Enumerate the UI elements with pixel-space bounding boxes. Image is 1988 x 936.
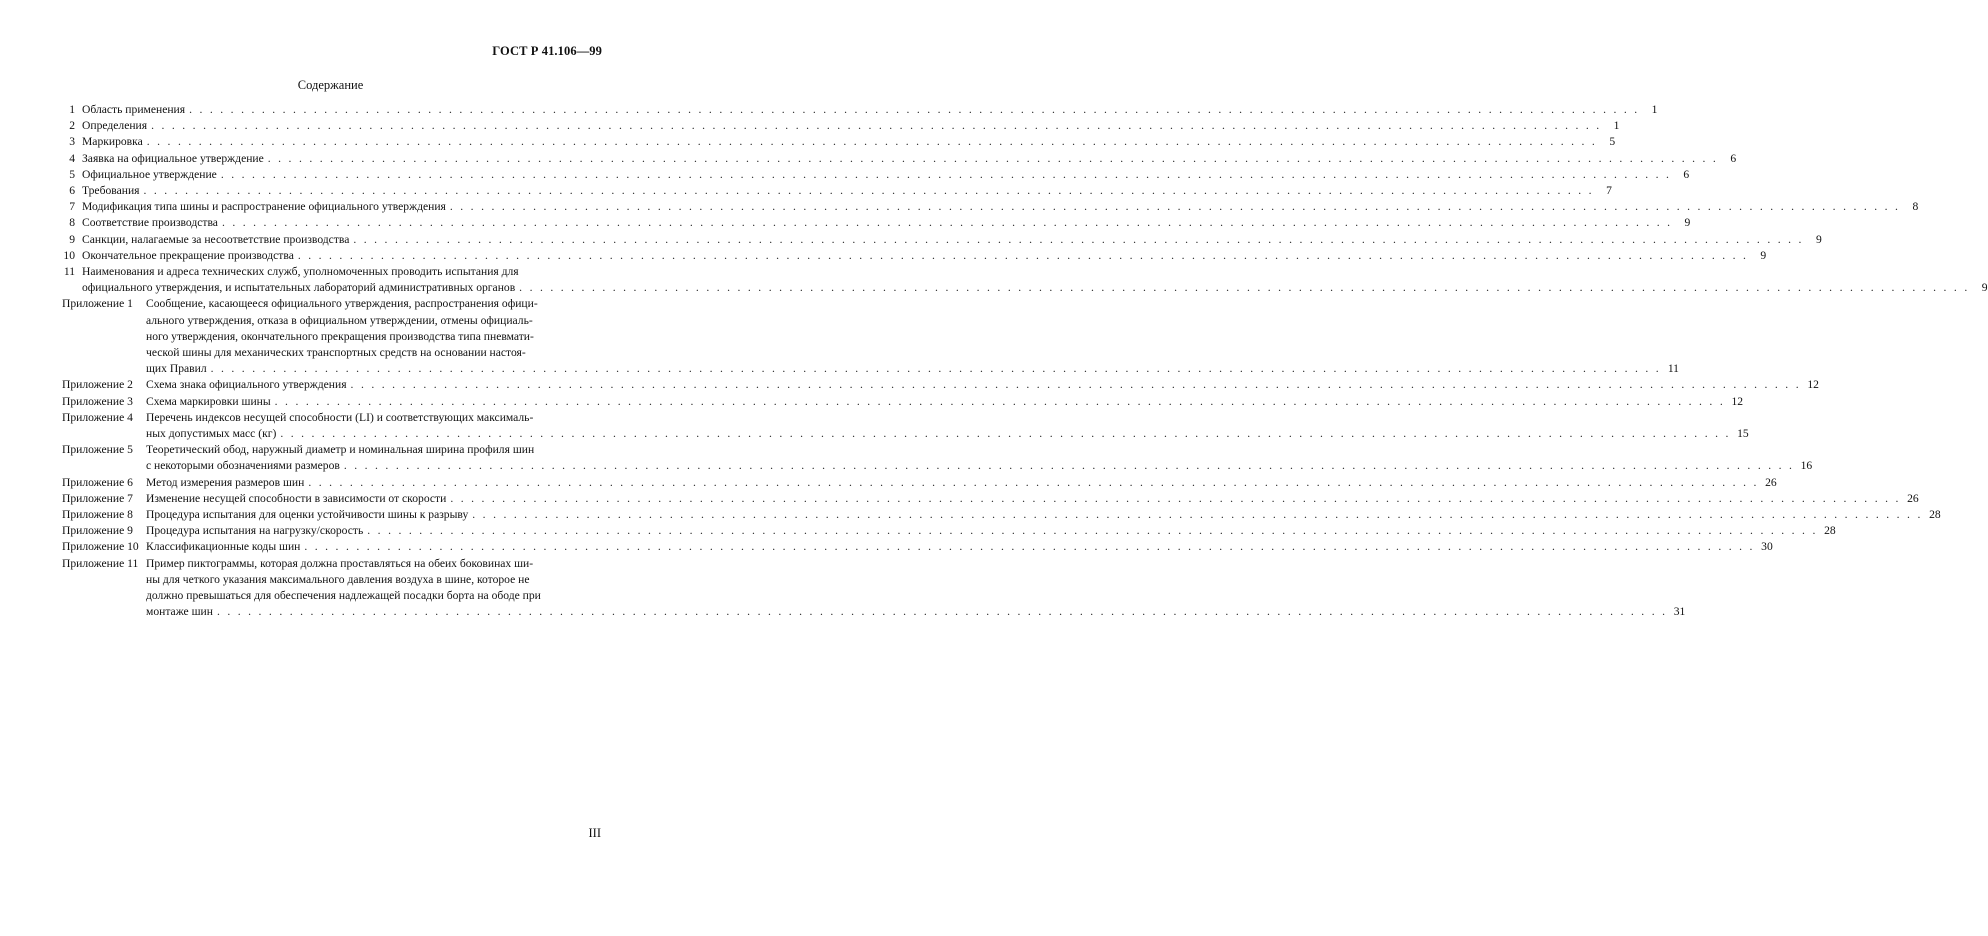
dot-leader: . . . . . . . . . . . . . . . . . . . . . . . . . . . . . . . . . . . . . . . . . . . . . . . . . . . . . . . . . . . . . . . . . . . . . . . . . . . . . . . . . . . . . . . . . . . . . . . . . . . . . . . . . . . . . . . . . . . . . . . . . . . . . . . . . . . . . . . . . . . . — [308, 475, 1759, 489]
toc-entry-number: Приложение 5 — [62, 443, 133, 457]
toc-entry-title: Классификационные коды шин — [146, 540, 301, 554]
toc-section-entry — [62, 134, 1616, 150]
toc-title: Содержание — [297, 78, 364, 92]
toc-entry-title: щих Правил — [146, 362, 207, 376]
toc-appendix-entry — [62, 410, 1749, 442]
toc-section-entry — [62, 167, 1690, 183]
toc-section-entry — [62, 151, 1737, 167]
toc-entry-title-line: Перечень индексов несущей способности (LI) и соответствующих максималь- — [146, 410, 534, 424]
toc-entry-title: Маркировка — [82, 135, 143, 149]
toc-entry-title-line: ческой шины для механических транспортных средств на основании настоя- — [146, 346, 526, 360]
toc-entry-number: 1 — [69, 103, 75, 116]
toc-appendix-entry — [62, 475, 1777, 491]
dot-leader: . . . . . . . . . . . . . . . . . . . . . . . . . . . . . . . . . . . . . . . . . . . . . . . . . . . . . . . . . . . . . . . . . . . . . . . . . . . . . . . . . . . . . . . . . . . . . . . . . . . . . . . . . . . . . . . . . . . . . . . . . . . . . . . . . . . . . . . . . . . . — [274, 394, 1726, 408]
toc-entry-title: Официальное утверждение — [82, 167, 217, 181]
dot-leader: . . . . . . . . . . . . . . . . . . . . . . . . . . . . . . . . . . . . . . . . . . . . . . . . . . . . . . . . . . . . . . . . . . . . . . . . . . . . . . . . . . . . . . . . . . . . . . . . . . . . . . . . . . . . . . . . . . . . . . . . . . . . . . . . . . . . . . . . . . . . — [143, 184, 1594, 198]
toc-entry-page: 9 — [1981, 281, 1988, 295]
toc-entry-title: с некоторыми обозначениями размеров — [146, 459, 340, 473]
toc-section-entry — [62, 183, 1612, 199]
toc-entry-page: 26 — [1765, 475, 1777, 489]
toc-entry-page: 16 — [1800, 459, 1813, 473]
dot-leader: . . . . . . . . . . . . . . . . . . . . . . . . . . . . . . . . . . . . . . . . . . . . . . . . . . . . . . . . . . . . . . . . . . . . . . . . . . . . . . . . . . . . . . . . . . . . . . . . . . . . . . . . . . . . . . . . . . . . . . . . . . . . . . . . . . . . . . . . . . . . — [449, 200, 1901, 214]
toc-section-entry — [62, 199, 1919, 215]
dot-leader: . . . . . . . . . . . . . . . . . . . . . . . . . . . . . . . . . . . . . . . . . . . . . . . . . . . . . . . . . . . . . . . . . . . . . . . . . . . . . . . . . . . . . . . . . . . . . . . . . . . . . . . . . . . . . . . . . . . . . . . . . . . . . . . . . . . . . . . . . . . . — [151, 119, 1602, 133]
dot-leader: . . . . . . . . . . . . . . . . . . . . . . . . . . . . . . . . . . . . . . . . . . . . . . . . . . . . . . . . . . . . . . . . . . . . . . . . . . . . . . . . . . . . . . . . . . . . . . . . . . . . . . . . . . . . . . . . . . . . . . . . . . . . . . . . . . . . . . . . . . . . — [304, 540, 1755, 554]
toc-entry-page: 1 — [1613, 119, 1620, 133]
toc-entry-title: монтаже шин — [146, 605, 213, 619]
toc-appendix-entry — [62, 491, 1919, 507]
toc-entry-page: 9 — [1815, 232, 1822, 246]
dot-leader: . . . . . . . . . . . . . . . . . . . . . . . . . . . . . . . . . . . . . . . . . . . . . . . . . . . . . . . . . . . . . . . . . . . . . . . . . . . . . . . . . . . . . . . . . . . . . . . . . . . . . . . . . . . . . . . . . . . . . . . . . . . . . . . . . . . . . . . . . . . . — [353, 232, 1804, 246]
page-number: III — [588, 826, 601, 840]
toc-entry-page: 1 — [1651, 103, 1658, 116]
toc-entry-number: Приложение 7 — [62, 491, 133, 505]
dot-leader: . . . . . . . . . . . . . . . . . . . . . . . . . . . . . . . . . . . . . . . . . . . . . . . . . . . . . . . . . . . . . . . . . . . . . . . . . . . . . . . . . . . . . . . . . . . . . . . . . . . . . . . . . . . . . . . . . . . . . . . . . . . . . . . . . . . . . . . . . . . . — [267, 151, 1719, 165]
dot-leader: . . . . . . . . . . . . . . . . . . . . . . . . . . . . . . . . . . . . . . . . . . . . . . . . . . . . . . . . . . . . . . . . . . . . . . . . . . . . . . . . . . . . . . . . . . . . . . . . . . . . . . . . . . . . . . . . . . . . . . . . . . . . . . . . . . . . . . . . . . . . — [367, 524, 1818, 538]
toc-entry-number: Приложение 11 — [62, 556, 139, 570]
toc-entry-page: 31 — [1673, 605, 1686, 619]
toc-appendix-entry — [62, 523, 1836, 539]
toc-appendix-entry — [62, 394, 1744, 410]
dot-leader: . . . . . . . . . . . . . . . . . . . . . . . . . . . . . . . . . . . . . . . . . . . . . . . . . . . . . . . . . . . . . . . . . . . . . . . . . . . . . . . . . . . . . . . . . . . . . . . . . . . . . . . . . . . . . . . . . . . . . . . . . . . . . . . . . . . . . . . . . . . . — [146, 135, 1598, 149]
toc-entry-title: Схема знака официального утверждения — [146, 378, 347, 392]
toc-appendix-entry — [62, 377, 1819, 393]
toc-entry-page: 30 — [1761, 540, 1773, 554]
toc-entry-page: 12 — [1731, 394, 1744, 408]
table-of-contents — [62, 102, 1988, 621]
toc-entry-number: Приложение 4 — [62, 410, 133, 424]
toc-entry-number: Приложение 8 — [62, 508, 133, 522]
toc-entry-title: Соответствие производства — [82, 216, 218, 230]
dot-leader: . . . . . . . . . . . . . . . . . . . . . . . . . . . . . . . . . . . . . . . . . . . . . . . . . . . . . . . . . . . . . . . . . . . . . . . . . . . . . . . . . . . . . . . . . . . . . . . . . . . . . . . . . . . . . . . . . . . . . . . . . . . . . . . . . . . . . . . . . . . . — [519, 281, 1970, 295]
toc-entry-title: Процедура испытания на нагрузку/скорость — [146, 524, 364, 538]
dot-leader: . . . . . . . . . . . . . . . . . . . . . . . . . . . . . . . . . . . . . . . . . . . . . . . . . . . . . . . . . . . . . . . . . . . . . . . . . . . . . . . . . . . . . . . . . . . . . . . . . . . . . . . . . . . . . . . . . . . . . . . . . . . . . . . . . . . . . . . . . . . . — [210, 362, 1661, 376]
toc-entry-title: Метод измерения размеров шин — [146, 475, 305, 489]
toc-section-entry — [62, 118, 1620, 134]
toc-entry-title: Требования — [82, 184, 140, 198]
toc-entry-title: Схема маркировки шины — [146, 394, 271, 408]
toc-entry-title: Окончательное прекращение производства — [82, 248, 294, 262]
toc-appendix-entry — [62, 539, 1773, 555]
toc-entry-title: Изменение несущей способности в зависимости от скорости — [146, 491, 447, 505]
toc-entry-title: Модификация типа шины и распространение официального утверждения — [82, 200, 446, 214]
toc-entry-number: 10 — [63, 248, 75, 262]
toc-entry-title: Процедура испытания для оценки устойчивости шины к разрыву — [146, 508, 469, 522]
toc-entry-number: 11 — [63, 265, 75, 279]
toc-entry-title-line: Наименования и адреса технических служб, уполномоченных проводить испытания для — [82, 265, 519, 279]
toc-entry-number: Приложение 1 — [62, 297, 133, 311]
dot-leader: . . . . . . . . . . . . . . . . . . . . . . . . . . . . . . . . . . . . . . . . . . . . . . . . . . . . . . . . . . . . . . . . . . . . . . . . . . . . . . . . . . . . . . . . . . . . . . . . . . . . . . . . . . . . . . . . . . . . . . . . . . . . . . . . . . . . . . . . . . . . — [350, 378, 1801, 392]
toc-entry-page: 28 — [1824, 524, 1836, 538]
toc-entry-title: Санкции, налагаемые за несоответствие производства — [82, 232, 350, 246]
toc-entry-title: Определения — [82, 119, 148, 133]
toc-entry-number: 5 — [69, 167, 75, 181]
document-code: ГОСТ Р 41.106—99 — [492, 44, 602, 58]
toc-entry-number: Приложение 6 — [62, 475, 133, 489]
toc-entry-title-line: должно превышаться для обеспечения надлежащей посадки борта на ободе при — [146, 589, 541, 603]
toc-appendix-entry — [62, 442, 1813, 474]
toc-entry-number: 4 — [69, 151, 75, 165]
toc-entry-page: 5 — [1609, 135, 1616, 149]
toc-section-entry — [62, 264, 1988, 296]
toc-entry-number: 2 — [69, 119, 75, 133]
toc-entry-number: Приложение 2 — [62, 378, 133, 392]
dot-leader: . . . . . . . . . . . . . . . . . . . . . . . . . . . . . . . . . . . . . . . . . . . . . . . . . . . . . . . . . . . . . . . . . . . . . . . . . . . . . . . . . . . . . . . . . . . . . . . . . . . . . . . . . . . . . . . . . . . . . . . . . . . . . . . . . . . . . . . . . . . . — [297, 248, 1749, 262]
toc-entry-page: 7 — [1606, 184, 1612, 198]
toc-entry-page: 6 — [1730, 151, 1737, 165]
dot-leader: . . . . . . . . . . . . . . . . . . . . . . . . . . . . . . . . . . . . . . . . . . . . . . . . . . . . . . . . . . . . . . . . . . . . . . . . . . . . . . . . . . . . . . . . . . . . . . . . . . . . . . . . . . . . . . . . . . . . . . . . . . . . . . . . . . . . . . . . . . . . — [189, 103, 1640, 116]
dot-leader: . . . . . . . . . . . . . . . . . . . . . . . . . . . . . . . . . . . . . . . . . . . . . . . . . . . . . . . . . . . . . . . . . . . . . . . . . . . . . . . . . . . . . . . . . . . . . . . . . . . . . . . . . . . . . . . . . . . . . . . . . . . . . . . . . . . . . . . . . . . . — [450, 491, 1901, 505]
toc-entry-number: Приложение 10 — [62, 540, 139, 554]
toc-entry-number: Приложение 3 — [62, 394, 133, 408]
dot-leader: . . . . . . . . . . . . . . . . . . . . . . . . . . . . . . . . . . . . . . . . . . . . . . . . . . . . . . . . . . . . . . . . . . . . . . . . . . . . . . . . . . . . . . . . . . . . . . . . . . . . . . . . . . . . . . . . . . . . . . . . . . . . . . . . . . . . . . . . . . . . — [216, 605, 1668, 619]
dot-leader: . . . . . . . . . . . . . . . . . . . . . . . . . . . . . . . . . . . . . . . . . . . . . . . . . . . . . . . . . . . . . . . . . . . . . . . . . . . . . . . . . . . . . . . . . . . . . . . . . . . . . . . . . . . . . . . . . . . . . . . . . . . . . . . . . . . . . . . . . . . . — [472, 508, 1923, 522]
dot-leader: . . . . . . . . . . . . . . . . . . . . . . . . . . . . . . . . . . . . . . . . . . . . . . . . . . . . . . . . . . . . . . . . . . . . . . . . . . . . . . . . . . . . . . . . . . . . . . . . . . . . . . . . . . . . . . . . . . . . . . . . . . . . . . . . . . . . . . . . . . . . — [220, 167, 1672, 181]
toc-entry-title-line: ного утверждения, окончательного прекращения производства типа пневмати- — [146, 329, 534, 343]
dot-leader: . . . . . . . . . . . . . . . . . . . . . . . . . . . . . . . . . . . . . . . . . . . . . . . . . . . . . . . . . . . . . . . . . . . . . . . . . . . . . . . . . . . . . . . . . . . . . . . . . . . . . . . . . . . . . . . . . . . . . . . . . . . . . . . . . . . . . . . . . . . . — [221, 216, 1673, 230]
toc-entry-number: 7 — [69, 200, 75, 214]
toc-entry-page: 15 — [1737, 427, 1749, 441]
toc-entry-page: 26 — [1907, 491, 1919, 505]
toc-section-entry — [62, 248, 1767, 264]
toc-entry-page: 11 — [1667, 362, 1679, 376]
toc-entry-number: Приложение 9 — [62, 524, 133, 538]
toc-entry-title-line: Пример пиктограммы, которая должна проставляться на обеих боковинах ши- — [146, 556, 534, 570]
toc-entry-title-line: Сообщение, касающееся официального утверждения, распространения офици- — [146, 297, 538, 311]
dot-leader: . . . . . . . . . . . . . . . . . . . . . . . . . . . . . . . . . . . . . . . . . . . . . . . . . . . . . . . . . . . . . . . . . . . . . . . . . . . . . . . . . . . . . . . . . . . . . . . . . . . . . . . . . . . . . . . . . . . . . . . . . . . . . . . . . . . . . . . . . . . . — [280, 427, 1731, 441]
toc-section-entry — [62, 102, 1658, 118]
toc-entry-number: 6 — [69, 184, 75, 198]
toc-entry-page: 12 — [1807, 378, 1819, 392]
toc-entry-title-line: Теоретический обод, наружный диаметр и номинальная ширина профиля шин — [146, 443, 535, 457]
dot-leader: . . . . . . . . . . . . . . . . . . . . . . . . . . . . . . . . . . . . . . . . . . . . . . . . . . . . . . . . . . . . . . . . . . . . . . . . . . . . . . . . . . . . . . . . . . . . . . . . . . . . . . . . . . . . . . . . . . . . . . . . . . . . . . . . . . . . . . . . . . . . — [343, 459, 1795, 473]
toc-entry-page: 9 — [1760, 248, 1767, 262]
toc-entry-page: 6 — [1683, 167, 1690, 181]
toc-entry-page: 28 — [1929, 508, 1941, 522]
toc-entry-title: Заявка на официальное утверждение — [82, 151, 264, 165]
toc-appendix-entry — [62, 296, 1679, 377]
toc-entry-number: 8 — [69, 216, 75, 230]
toc-section-entry — [62, 215, 1691, 231]
toc-entry-number: 3 — [69, 135, 75, 149]
toc-entry-title: ных допустимых масс (кг) — [146, 427, 277, 441]
toc-appendix-entry — [62, 507, 1941, 523]
toc-entry-page: 8 — [1912, 200, 1919, 214]
toc-entry-title-line: ны для четкого указания максимального давления воздуха в шине, которое не — [146, 572, 530, 586]
toc-entry-title: Область применения — [82, 103, 186, 116]
toc-entry-page: 9 — [1684, 216, 1691, 230]
toc-appendix-entry — [62, 556, 1686, 621]
toc-entry-number: 9 — [69, 232, 75, 246]
toc-entry-title: официального утверждения, и испытательных лабораторий административных органов — [82, 281, 516, 295]
toc-section-entry — [62, 232, 1822, 248]
toc-entry-title-line: ального утверждения, отказа в официальном утверждении, отмены официаль- — [146, 313, 533, 327]
